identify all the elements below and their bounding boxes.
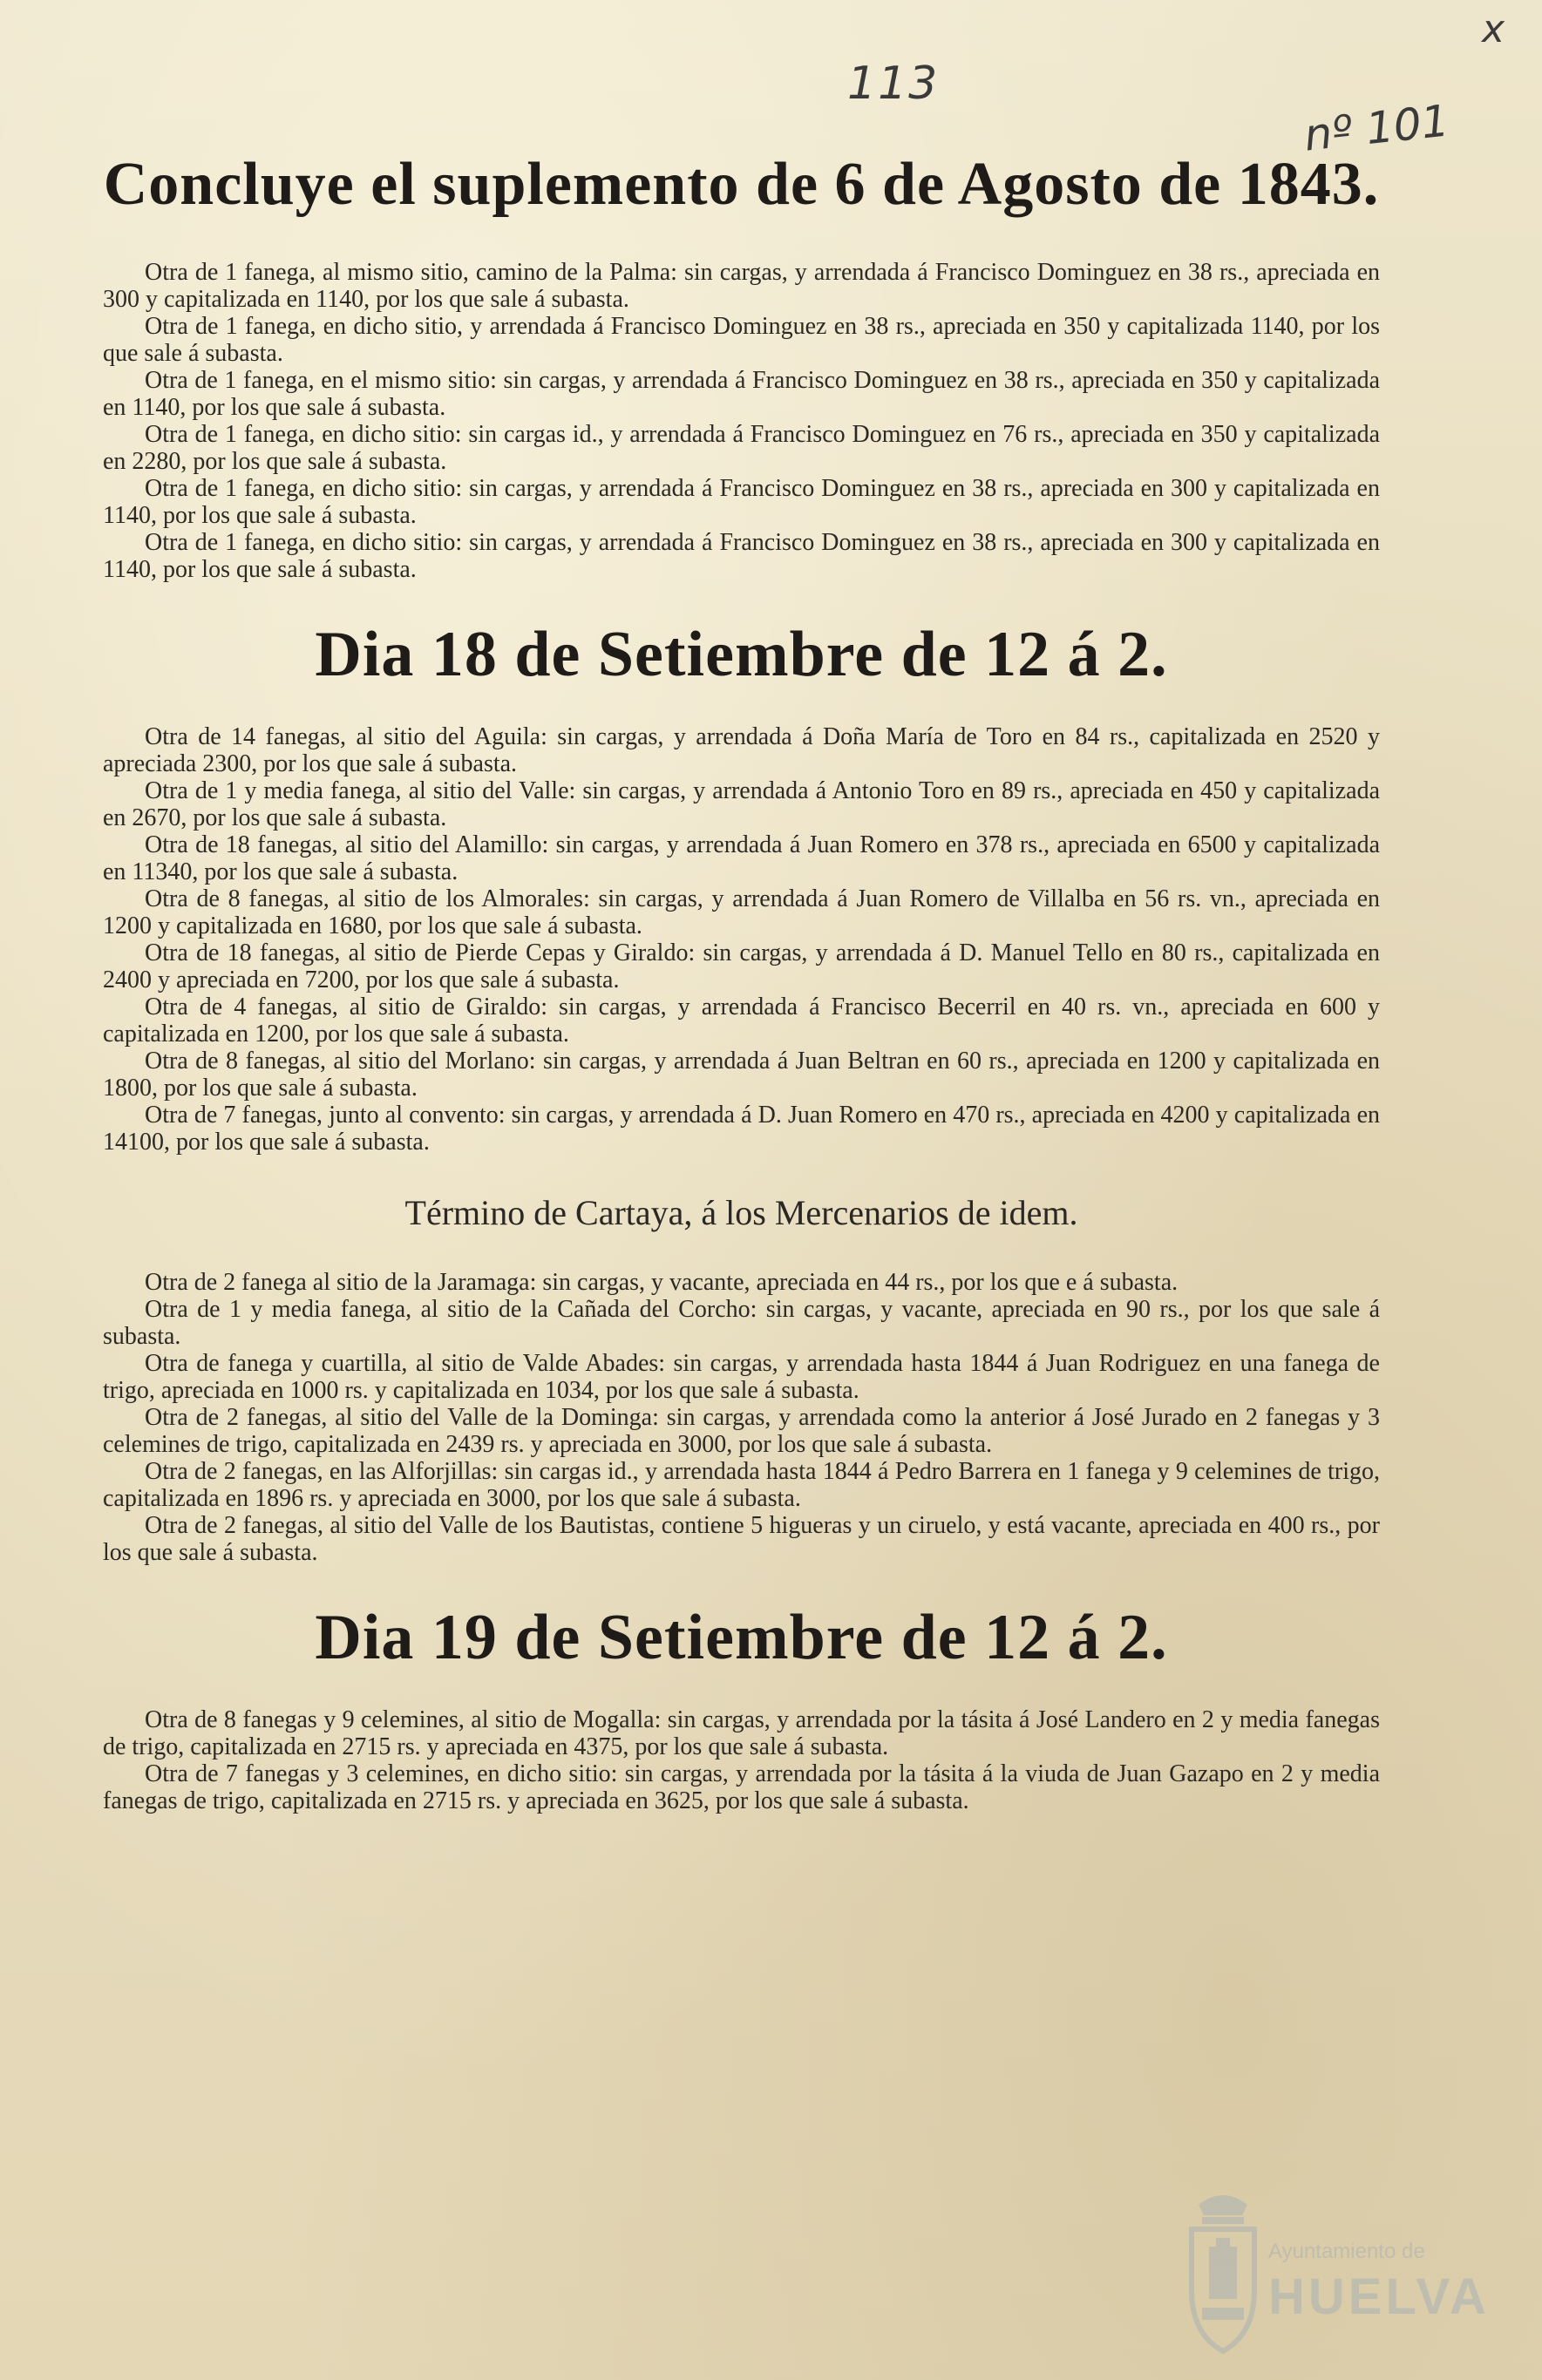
watermark-subtitle: Ayuntamiento de [1268, 2240, 1425, 2263]
coat-of-arms-icon [1181, 2186, 1265, 2360]
entry: Otra de 1 fanega, al mismo sitio, camino de la Palma: sin cargas, y arrendada á Francisco Dominguez en 38 rs., apreciada en 300 y capitalizada en 1140, por los que sale á subasta. [103, 258, 1380, 313]
entry: Otra de fanega y cuartilla, al sitio de Valde Abades: sin cargas, y arrendada hasta 1844 á Juan Rodriguez en una fanega de trigo, apreciada en 1000 rs. y capitalizada en 1034, por los que sale á subasta. [103, 1349, 1380, 1404]
section-heading-dia-18: Dia 18 de Setiembre de 12 á 2. [315, 618, 1168, 690]
entry: Otra de 8 fanegas, al sitio de los Almorales: sin cargas, y arrendada á Juan Romero de Villalba en 56 rs. vn., apreciada en 1200 y capitalizada en 1680, por los que sale á subasta. [103, 885, 1380, 939]
entry: Otra de 18 fanegas, al sitio de Pierde Cepas y Giraldo: sin cargas, y arrendada á D. Manuel Tello en 80 rs., capitalizada en 2400 y apreciada en 7200, por los que sale á subasta. [103, 939, 1380, 993]
huelva-watermark-logo [1181, 2186, 1490, 2369]
entry: Otra de 1 y media fanega, al sitio de la Cañada del Corcho: sin cargas, y vacante, apreciada en 90 rs., por los que sale á subasta. [103, 1295, 1380, 1350]
section-dia-19-entries [103, 1706, 1380, 1814]
entry: Otra de 1 y media fanega, al sitio del Valle: sin cargas, y arrendada á Antonio Toro en 89 rs., apreciada en 450 y capitalizada en 2670, por los que sale á subasta. [103, 776, 1380, 831]
entry: Otra de 2 fanegas, al sitio del Valle de los Bautistas, contiene 5 higueras y un ciruelo, y está vacante, apreciada en 400 rs., por los que sale á subasta. [103, 1511, 1380, 1566]
section-supplement-entries [103, 259, 1380, 583]
entry: Otra de 1 fanega, en dicho sitio: sin cargas id., y arrendada á Francisco Dominguez en 76 rs., apreciada en 350 y capitalizada en 2280, por los que sale á subasta. [103, 420, 1380, 475]
entry: Otra de 18 fanegas, al sitio del Alamillo: sin cargas, y arrendada á Juan Romero en 378 rs., apreciada en 6500 y capitalizada en 11340, por los que sale á subasta. [103, 831, 1380, 885]
entry: Otra de 8 fanegas, al sitio del Morlano: sin cargas, y arrendada á Juan Beltran en 60 rs., apreciada en 1200 y capitalizada en 1800, por los que sale á subasta. [103, 1047, 1380, 1102]
entry: Otra de 1 fanega, en dicho sitio: sin cargas, y arrendada á Francisco Dominguez en 38 rs., apreciada en 300 y capitalizada en 1140, por los que sale á subasta. [103, 528, 1380, 583]
document-body [103, 150, 1380, 1814]
entry: Otra de 1 fanega, en el mismo sitio: sin cargas, y arrendada á Francisco Dominguez en 38 rs., apreciada en 350 y capitalizada en 1140, por los que sale á subasta. [103, 366, 1380, 421]
page-number: 113 [847, 58, 940, 110]
corner-mark: x [1482, 7, 1505, 51]
document-number: nº 101 [1301, 95, 1452, 161]
watermark-name: HUELVA [1268, 2268, 1490, 2325]
entry: Otra de 2 fanegas, al sitio del Valle de la Dominga: sin cargas, y arrendada como la anterior á José Jurado en 2 fanegas y 3 celemines de trigo, capitalizada en 2439 rs. y apreciada en 3000, por los que sale á subasta. [103, 1403, 1380, 1458]
entry: Otra de 14 fanegas, al sitio del Aguila: sin cargas, y arrendada á Doña María de Toro en 84 rs., capitalizada en 2520 y apreciada 2300, por los que sale á subasta. [103, 722, 1380, 777]
entry: Otra de 7 fanegas y 3 celemines, en dicho sitio: sin cargas, y arrendada por la tásita á la viuda de Juan Gazapo en 2 y media fanegas de trigo, capitalizada en 2715 rs. y apreciada en 3625, por los que sale á subasta. [103, 1760, 1380, 1814]
document-title: Concluye el suplemento de 6 de Agosto de 1843. [103, 151, 1380, 218]
section-cartaya-entries [103, 1269, 1380, 1566]
section-heading-dia-19: Dia 19 de Setiembre de 12 á 2. [315, 1601, 1168, 1673]
entry: Otra de 1 fanega, en dicho sitio, y arrendada á Francisco Dominguez en 38 rs., apreciada en 350 y capitalizada 1140, por los que sale á subasta. [103, 312, 1380, 367]
section-dia-18-entries [103, 723, 1380, 1156]
section-heading-cartaya: Término de Cartaya, á los Mercenarios de idem. [404, 1192, 1078, 1232]
entry: Otra de 7 fanegas, junto al convento: sin cargas, y arrendada á D. Juan Romero en 470 rs., apreciada en 4200 y capitalizada en 14100, por los que sale á subasta. [103, 1101, 1380, 1156]
entry: Otra de 1 fanega, en dicho sitio: sin cargas, y arrendada á Francisco Dominguez en 38 rs., apreciada en 300 y capitalizada en 1140, por los que sale á subasta. [103, 474, 1380, 529]
entry: Otra de 4 fanegas, al sitio de Giraldo: sin cargas, y arrendada á Francisco Becerril en 40 rs. vn., apreciada en 600 y capitalizada en 1200, por los que sale á subasta. [103, 993, 1380, 1048]
entry: Otra de 2 fanega al sitio de la Jaramaga: sin cargas, y vacante, apreciada en 44 rs., por los que e á subasta. [145, 1268, 1179, 1296]
entry: Otra de 2 fanegas, en las Alforjillas: sin cargas id., y arrendada hasta 1844 á Pedro Barrera en 1 fanega y 9 celemines de trigo, capitalizada en 1896 rs. y apreciada en 3000, por los que sale á subasta. [103, 1457, 1380, 1512]
entry: Otra de 8 fanegas y 9 celemines, al sitio de Mogalla: sin cargas, y arrendada por la tásita á José Landero en 2 y media fanegas de trigo, capitalizada en 2715 rs. y apreciada en 4375, por los que sale á subasta. [103, 1705, 1380, 1760]
